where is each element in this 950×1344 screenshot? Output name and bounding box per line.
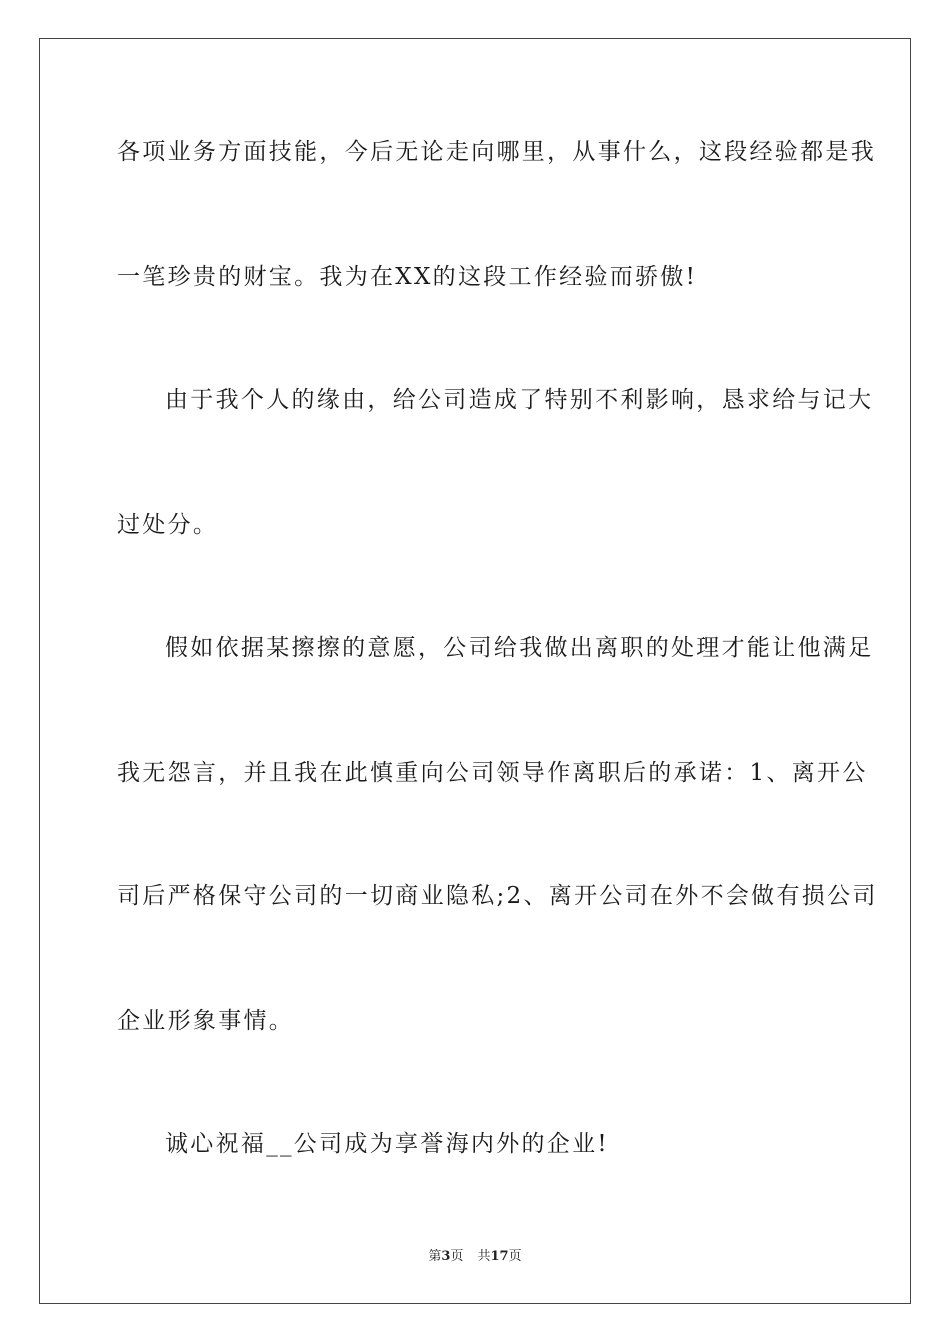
page-frame [39,38,911,1304]
total-label-suffix: 页 [508,1249,522,1264]
paragraph-1-line-2: 一笔珍贵的财宝。我为在XX的这段工作经验而骄傲! [117,264,698,290]
paragraph-2-line-2: 过处分。 [117,512,219,538]
total-label-prefix: 共 [477,1249,491,1264]
total-pages: 17 [490,1249,509,1264]
paragraph-3-line-4: 企业形象事情。 [117,1008,295,1034]
paragraph-4-line-1: 诚心祝福__公司成为享誉海内外的企业! [165,1131,609,1157]
paragraph-3-line-3: 司后严格保守公司的一切商业隐私;2、离开公司在外不会做有损公司 [117,883,878,909]
paragraph-1-line-1: 各项业务方面技能，今后无论走向哪里，从事什么，这段经验都是我 [117,139,876,165]
paragraph-3-line-1: 假如依据某擦擦的意愿，公司给我做出离职的处理才能让他满足 [165,635,874,661]
page-label-suffix: 页 [450,1249,464,1264]
paragraph-2-line-1: 由于我个人的缘由，给公司造成了特别不利影响，恳求给与记大 [165,387,874,413]
page-label-prefix: 第 [428,1249,442,1264]
page-footer [0,1248,950,1266]
paragraph-3-line-2: 我无怨言，并且我在此慎重向公司领导作离职后的承诺：1、离开公 [117,760,868,786]
page-number: 3 [441,1249,451,1264]
